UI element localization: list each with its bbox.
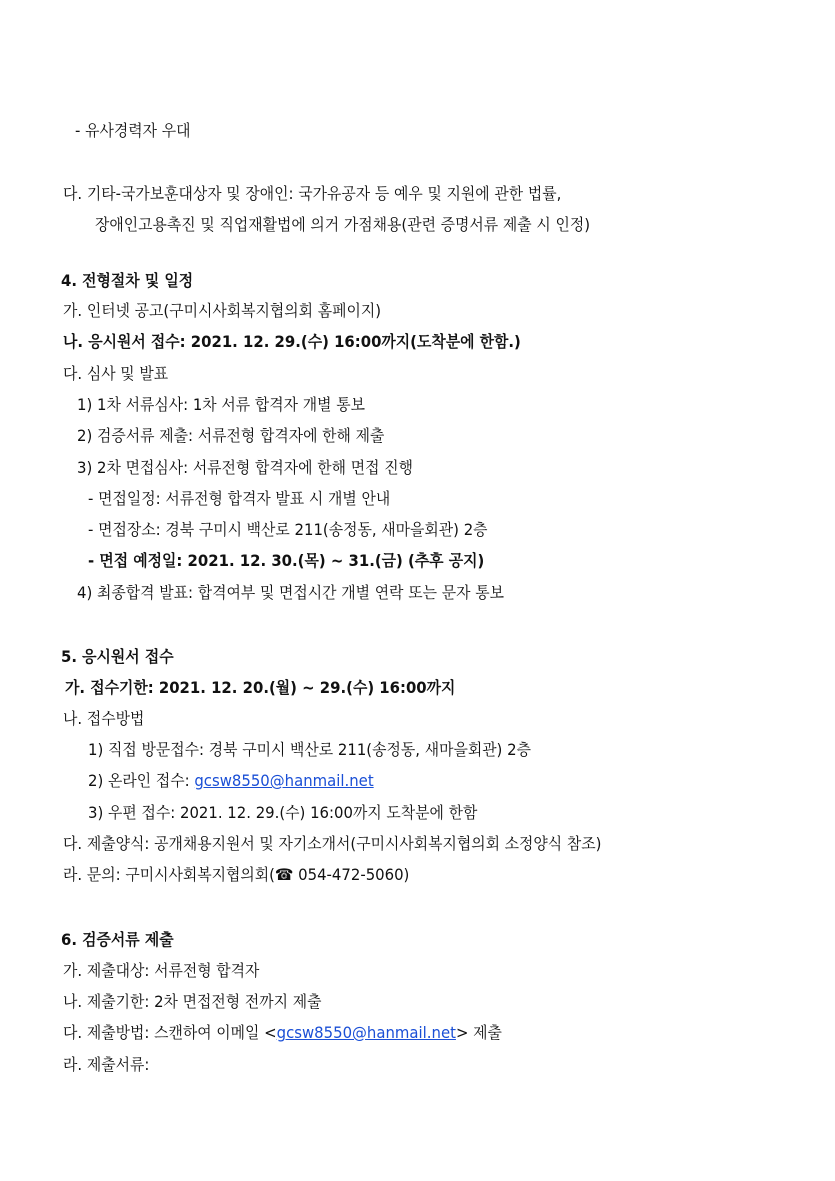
inquiry-line <box>63 864 409 886</box>
internet-notice-line: 가. 인터넷 공고(구미시사회복지협의회 홈페이지) <box>63 301 382 320</box>
email-link-2[interactable]: gcsw8550@hanmail.net <box>276 1023 456 1042</box>
online-submission-line <box>88 770 374 792</box>
verification-docs-line: 2) 검증서류 제출: 서류전형 합격자에 한해 제출 <box>77 426 385 445</box>
visit-submission-line: 1) 직접 방문접수: 경북 구미시 백산로 211(송정동, 새마을회관) 2층 <box>88 740 531 759</box>
section-6-heading: 6. 검증서류 제출 <box>61 930 174 949</box>
submission-form-line: 다. 제출양식: 공개채용지원서 및 자기소개서(구미시사회복지협의회 소정양식 참조) <box>63 834 602 853</box>
first-review-line: 1) 1차 서류심사: 1차 서류 합격자 개별 통보 <box>77 395 365 414</box>
required-documents-line: 라. 제출서류: <box>63 1055 150 1074</box>
second-interview-line: 3) 2차 면접심사: 서류전형 합격자에 한해 면접 진행 <box>77 458 413 477</box>
inquiry-phone: 054-472-5060) <box>293 865 410 884</box>
interview-schedule-line: - 면접일정: 서류전형 합격자 발표 시 개별 안내 <box>88 489 391 508</box>
review-announcement-line: 다. 심사 및 발표 <box>63 364 169 383</box>
online-submission-label: 2) 온라인 접수: <box>88 771 195 790</box>
submission-via-email-line <box>63 1022 502 1044</box>
interview-date-line: - 면접 예정일: 2021. 12. 30.(목) ~ 31.(금) (추후 공지) <box>88 551 485 570</box>
submission-via-email-suffix: > 제출 <box>455 1023 502 1042</box>
preferred-experience-line: - 유사경력자 우대 <box>75 121 191 140</box>
submission-via-email-label: 다. 제출방법: 스캔하여 이메일 < <box>63 1023 277 1042</box>
submission-target-line: 가. 제출대상: 서류전형 합격자 <box>63 961 260 980</box>
submission-method-line: 나. 접수방법 <box>63 709 145 728</box>
interview-location-line: - 면접장소: 경북 구미시 백산로 211(송정동, 새마을회관) 2층 <box>88 520 488 539</box>
postal-submission-line: 3) 우편 접수: 2021. 12. 29.(수) 16:00까지 도착분에 한함 <box>88 803 478 822</box>
final-result-line: 4) 최종합격 발표: 합격여부 및 면접시간 개별 연락 또는 문자 통보 <box>77 583 504 602</box>
submission-period-line: 가. 접수기한: 2021. 12. 20.(월) ~ 29.(수) 16:00까지 <box>65 678 456 697</box>
phone-icon: ☎ <box>274 865 294 884</box>
other-veterans-continuation: 장애인고용촉진 및 직업재활법에 의거 가점채용(관련 증명서류 제출 시 인정) <box>95 215 591 234</box>
other-veterans-line: 다. 기타-국가보훈대상자 및 장애인: 국가유공자 등 예우 및 지원에 관한 법률, <box>63 184 562 203</box>
section-4-heading: 4. 전형절차 및 일정 <box>61 271 194 290</box>
application-deadline-line: 나. 응시원서 접수: 2021. 12. 29.(수) 16:00까지(도착분에 한함.) <box>63 332 521 351</box>
email-link[interactable]: gcsw8550@hanmail.net <box>194 771 374 790</box>
inquiry-label: 라. 문의: 구미시사회복지협의회( <box>63 865 275 884</box>
submission-deadline-line: 나. 제출기한: 2차 면접전형 전까지 제출 <box>63 992 322 1011</box>
section-5-heading: 5. 응시원서 접수 <box>61 647 174 666</box>
